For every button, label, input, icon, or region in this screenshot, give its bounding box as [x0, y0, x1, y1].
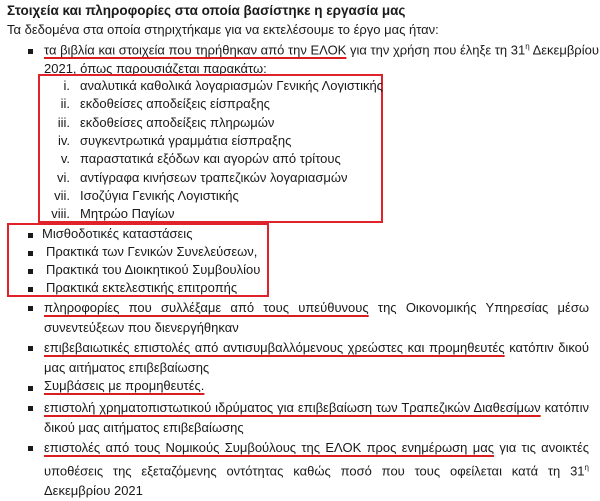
highlighted-text: επιστολή χρηματοπιστωτικού ιδρύματος για επιβεβαίωση των Τραπεζικών Διαθεσίμων — [44, 400, 541, 415]
list-item-info — [44, 298, 589, 338]
bullet-icon — [28, 251, 33, 256]
roman-list-item: Μητρώο Παγίων — [80, 206, 175, 222]
superscript: η — [525, 42, 530, 51]
roman-list-item: συγκεντρωτικά γραμμάτια είσπραξης — [80, 132, 292, 148]
list-item-legal-letters — [44, 438, 589, 501]
roman-numeral: vii. — [54, 187, 70, 203]
item-text: Δεκεμβρίου — [529, 42, 599, 58]
bullet-icon — [28, 346, 33, 351]
highlighted-text: Συμβάσεις με προμηθευτές. — [44, 378, 205, 393]
bullet-icon — [28, 269, 33, 274]
boxed-list-item: Πρακτικά του Διοικητικού Συμβουλίου — [46, 262, 261, 277]
roman-numeral: iv. — [57, 132, 70, 148]
boxed-list-item: Πρακτικά των Γενικών Συνελεύσεων, — [46, 244, 258, 259]
roman-list-item: εκδοθείσες αποδείξεις είσπραξης — [80, 96, 270, 112]
highlighted-text: πληροφορίες που συλλέξαμε από τους υπεύθυνους — [44, 300, 369, 315]
item-text: κατόπιν δικού μας αιτήματος επιβεβαίωσης — [44, 400, 589, 435]
item-text: για την χρήση που έληξε τη 31 — [346, 42, 526, 58]
roman-list-item: αντίγραφα κινήσεων τραπεζικών λογαριασμών — [80, 169, 348, 185]
list-item-books — [44, 42, 599, 57]
bullet-icon — [28, 406, 33, 411]
bullet-icon — [28, 306, 33, 311]
list-item-confirmation-letters — [44, 338, 589, 378]
bullet-icon — [28, 233, 33, 238]
boxed-list-item: Μισθοδοτικές καταστάσεις — [42, 226, 193, 241]
roman-list-item: αναλυτικά καθολικά λογαριασμών Γενικής Λογιστικής — [80, 78, 383, 93]
intro-text: Τα δεδομένα στα οποία στηριχτήκαμε για να εκτελέσουμε το έργο μας ήταν: — [7, 22, 439, 37]
roman-numeral: i. — [63, 78, 70, 93]
roman-numeral: v. — [60, 151, 70, 167]
boxed-list-item: Πρακτικά εκτελεστικής επιτροπής — [46, 280, 238, 295]
list-item-contracts — [44, 378, 204, 393]
roman-numeral: vi. — [57, 169, 70, 185]
item-text: κατόπιν δικού μας αιτήματος επιβεβαίωσης — [44, 340, 589, 375]
bullet-icon — [28, 287, 33, 292]
list-item-bank-letter — [44, 398, 589, 438]
bullet-icon — [28, 446, 33, 451]
highlighted-text: τα βιβλία και στοιχεία που τηρήθηκαν από την ΕΛΟΚ — [44, 42, 347, 58]
bullet-icon — [28, 49, 33, 54]
highlighted-text: επιστολές από τους Νομικούς Συμβούλους της ΕΛΟΚ προς ενημέρωση μας — [44, 440, 494, 455]
roman-numeral: ii. — [60, 96, 70, 112]
section-heading: Στοιχεία και πληροφορίες στα οποία βασίστηκε η εργασία μας — [7, 3, 406, 18]
item-text: για τις ανοικτές υποθέσεις της εξεταζόμενης οντότητας καθώς ποσό που τους οφείλεται κατά τη 31 — [44, 440, 590, 479]
roman-list-item: Ισοζύγια Γενικής Λογιστικής — [80, 187, 239, 203]
bullet-icon — [28, 386, 33, 391]
item-text: της Οικονομικής Υπηρεσίας μέσω συνεντεύξεων που διενεργήθηκαν — [44, 300, 589, 335]
roman-numeral: iii. — [57, 114, 70, 130]
list-item-books-line2: 2021, όπως παρουσιάζεται παρακάτω: — [44, 61, 267, 76]
roman-list-item: εκδοθείσες αποδείξεις πληρωμών — [80, 114, 275, 130]
superscript: η — [584, 463, 589, 472]
roman-numeral: viii. — [51, 206, 70, 222]
roman-list-item: παραστατικά εξόδων και αγορών από τρίτους — [80, 151, 341, 167]
highlighted-text: επιβεβαιωτικές επιστολές από αντισυμβαλλόμενους χρεώστες και προμηθευτές — [44, 340, 505, 355]
item-text: Δεκεμβρίου 2021 — [44, 483, 143, 499]
